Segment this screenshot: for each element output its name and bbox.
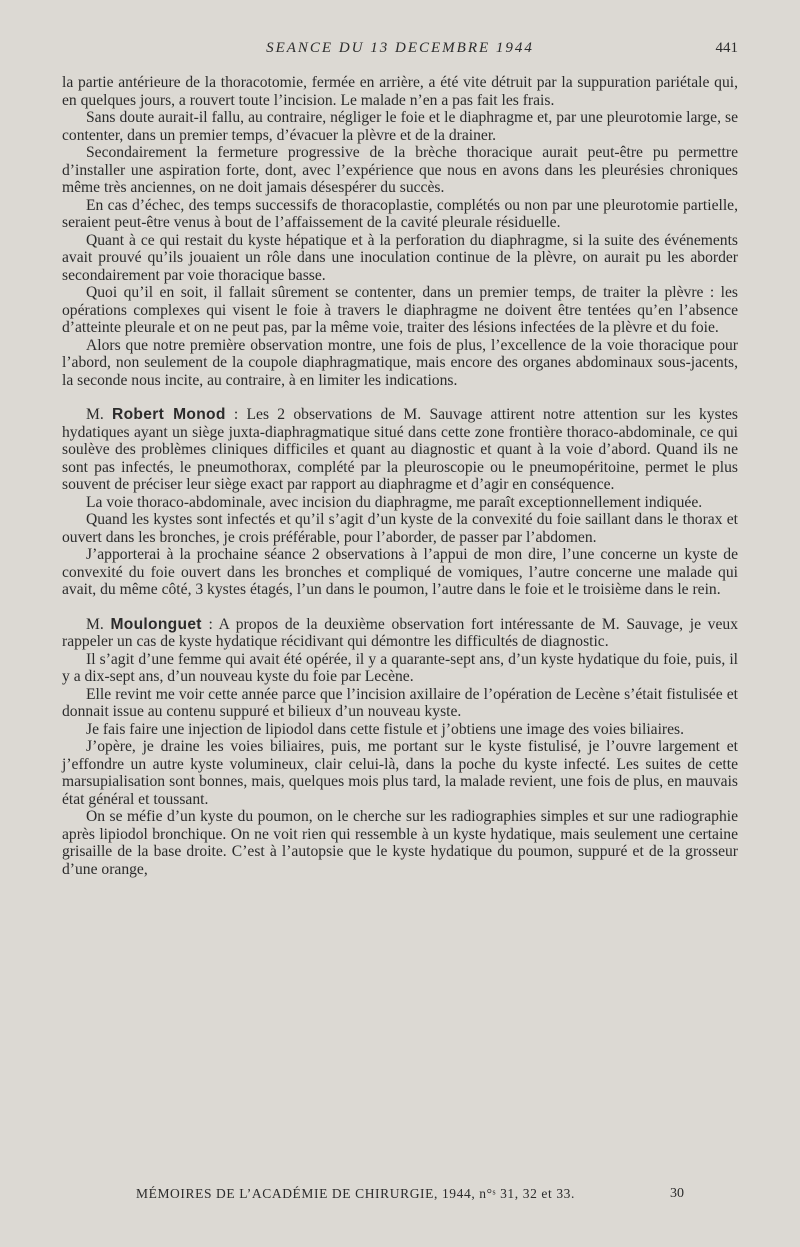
paragraph-text: : A propos de la deuxième observation fort intéressante de M. Sauvage, je veux rappeler un cas de kyste hydatique récidivant qui démontre les difficultés de diagnostic. <box>62 615 738 650</box>
paragraph: la partie antérieure de la thoracotomie, fermée en arrière, a été vite détruit par la suppuration pariétale qui, en quelques jours, a rouvert toute l’incision. Le malade n’en a pas fait les frais. <box>62 74 738 109</box>
body-text <box>62 74 738 878</box>
paragraph: La voie thoraco-abdominale, avec incision du diaphragme, me paraît exceptionnellement indiquée. <box>86 493 703 511</box>
speaker-paragraph <box>62 406 738 494</box>
speaker-name: Robert Monod <box>112 406 226 423</box>
page-number: 441 <box>715 40 738 56</box>
paragraph: Sans doute aurait-il fallu, au contraire, négliger le foie et le diaphragme et, par une pleurotomie large, se contenter, dans un premier temps, d’évacuer la plèvre et de la drainer. <box>62 109 738 144</box>
journal-reference: MÉMOIRES DE L’ACADÉMIE DE CHIRURGIE, 1944, n°ˢ 31, 32 et 33. <box>136 1186 576 1201</box>
paragraph-text: : Les 2 observations de M. Sauvage attirent notre attention sur les kystes hydatiques ayant un siège juxta-diaphragmatique situé dans cette zone frontière thoraco-abdominale, ce qui soulève des problèmes cliniques difficiles et quant au diagnostic et quant à la voie d’abord. Quand ils ne sont pas infectés, le pneumothorax, complété par la pleuroscopie ou le pneumopéritoine, permet le plus souvent de préciser leur siège exact par rapport au diaphragme et d’agir en conséquence. <box>62 406 738 493</box>
paragraph: Elle revint me voir cette année parce que l’incision axillaire de l’opération de Lecène s’était fistulisée et donnait issue au contenu suppuré et bilieux d’un nouveau kyste. <box>62 685 738 720</box>
running-title: SEANCE DU 13 DECEMBRE 1944 <box>266 40 534 56</box>
speaker-prefix: M. <box>86 615 111 633</box>
paragraph: Quoi qu’il en soit, il fallait sûrement se contenter, dans un premier temps, de traiter la plèvre : les opérations complexes qui visent le foie à travers le diaphragme ne doivent être tentées qu’en l’absence d’atteinte pleurale et on ne peut pas, par la même voie, traiter des lésions infectées de la plèvre et du foie. <box>62 284 738 336</box>
page-footer <box>62 1186 738 1206</box>
paragraph: J’apporterai à la prochaine séance 2 observations à l’appui de mon dire, l’une concerne un kyste de convexité du foie ouvert dans les bronches et compliqué de vomiques, l’autre concerne une malade qui avait, du même côté, 3 kystes étagés, l’un dans le poumon, l’autre dans le foie et le troisième dans le rein. <box>62 546 738 598</box>
paragraph: On se méfie d’un kyste du poumon, on le cherche sur les radiographies simples et sur une radiographie après lipiodol bronchique. On ne voit rien qui ressemble à un kyste hydatique, mais seulement une certaine grisaille de la base droite. C’est à l’autopsie que le kyste hydatique du poumon, suppuré et de la grosseur d’une orange, <box>62 808 738 878</box>
speaker-name: Moulonguet <box>110 615 202 633</box>
paragraph: Il s’agit d’une femme qui avait été opérée, il y a quarante-sept ans, d’un kyste hydatique du foie, puis, il y a dix-sept ans, d’un nouveau kyste du foie par Lecène. <box>62 650 738 685</box>
paragraph: Je fais faire une injection de lipiodol dans cette fistule et j’obtiens une image des voies biliaires. <box>86 720 685 738</box>
paragraph: J’opère, je draine les voies biliaires, puis, me portant sur le kyste fistulisé, je l’ouvre largement et j’effondre un autre kyste volumineux, clair celui-là, dans la poche du kyste infecté. Les suites de cette marsupialisation sont bonnes, mais, quelques mois plus tard, la malade revient, une fois de plus, en mauvais état général et toussant. <box>62 738 738 808</box>
paragraph: Quant à ce qui restait du kyste hépatique et à la perforation du diaphragme, si la suite des événements avait prouvé qu’ils jouaient un rôle dans une inoculation continue de la plèvre, on aurait pu les aborder secondairement par voie thoracique basse. <box>62 231 738 284</box>
paragraph: Alors que notre première observation montre, une fois de plus, l’excellence de la voie thoracique pour l’abord, non seulement de la coupole diaphragmatique, mais encore des organes abdominaux sous-jacents, la seconde nous incite, au contraire, à en limiter les indications. <box>62 336 738 389</box>
paragraph: En cas d’échec, des temps successifs de thoracoplastie, complétés ou non par une pleurotomie partielle, seraient peut-être venus à bout de l’affaissement de la cavité pleurale résiduelle. <box>62 196 738 231</box>
paragraph: Quand les kystes sont infectés et qu’il s’agit d’un kyste de la convexité du foie saillant dans le thorax et ouvert dans les bronches, je crois préférable, pour l’aborder, de passer par l’abdomen. <box>62 511 738 546</box>
speaker-prefix: M. <box>86 406 113 423</box>
signature-mark: 30 <box>670 1186 684 1201</box>
speaker-paragraph <box>62 616 738 651</box>
running-header <box>62 38 738 60</box>
paragraph: Secondairement la fermeture progressive de la brèche thoracique aurait peut-être pu permettre d’installer une aspiration forte, dont, avec l’expérience que nous en avons dans les pleurésies chroniques même très anciennes, on ne doit jamais désespérer du succès. <box>62 144 738 196</box>
